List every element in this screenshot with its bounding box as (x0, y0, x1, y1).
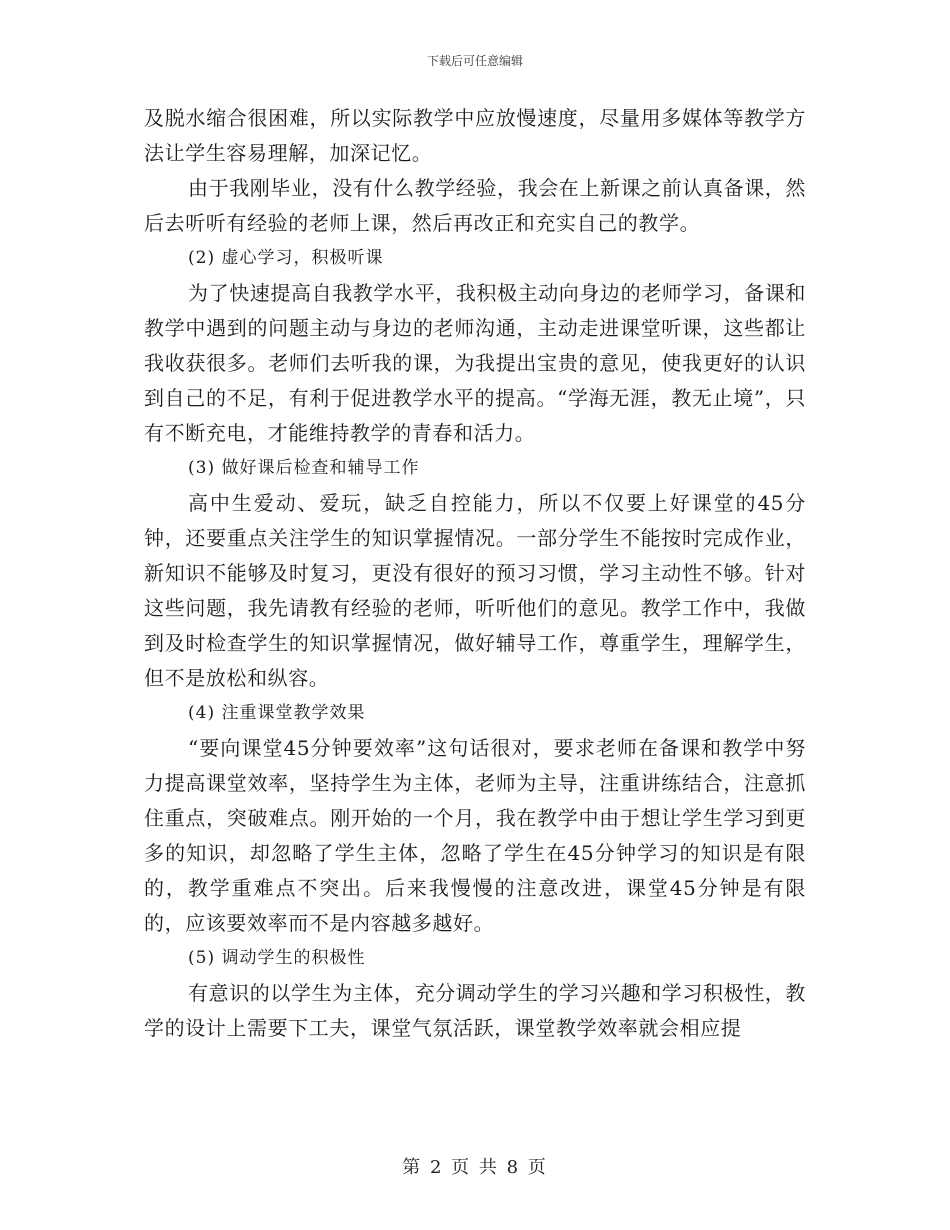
section-heading-3: (3) 做好课后检查和辅导工作 (188, 458, 420, 478)
section-heading-5: (5) 调动学生的积极性 (188, 948, 366, 968)
page-footer: 第 2 页 共 8 页 (402, 1157, 548, 1178)
section-heading-2: (2) 虚心学习，积极听课 (188, 248, 384, 268)
paragraph-motivation: 有意识的以学生为主体，充分调动学生的学习兴趣和学习积极性，教学的设计上需要下工夫，课堂气氛活跃，课堂教学效率就会相应提 (144, 981, 806, 1040)
paragraph-tutoring: 高中生爱动、爱玩，缺乏自控能力，所以不仅要上好课堂的45分钟，还要重点关注学生的知识掌握情况。一部分学生不能按时完成作业，新知识不能够及时复习，更没有很好的预习习惯，学习主动性不够。针对这些问题，我先请教有经验的老师，听听他们的意见。教学工作中，我做到及时检查学生的知识掌握情况，做好辅导工作，尊重学生，理解学生，但不是放松和纵容。 (144, 491, 806, 690)
paragraph-continuation: 及脱水缩合很困难，所以实际教学中应放慢速度，尽量用多媒体等教学方法让学生容易理解，加深记忆。 (144, 106, 806, 165)
section-heading-4: (4) 注重课堂教学效果 (188, 703, 366, 723)
document-body (144, 101, 806, 1046)
paragraph-learning: 为了快速提高自我教学水平，我积极主动向身边的老师学习，备课和教学中遇到的问题主动与身边的老师沟通，主动走进课堂听课，这些都让我收获很多。老师们去听我的课，为我提出宝贵的意见，使我更好的认识到自己的不足，有利于促进教学水平的提高。“学海无涯，教无止境”，只有不断充电，才能维持教学的青春和活力。 (144, 281, 806, 445)
paragraph-experience: 由于我刚毕业，没有什么教学经验，我会在上新课之前认真备课，然后去听听有经验的老师上课，然后再改正和充实自己的教学。 (144, 176, 806, 235)
page-header: 下载后可任意编辑 (426, 54, 523, 68)
paragraph-efficiency: “要向课堂45分钟要效率”这句话很对，要求老师在备课和教学中努力提高课堂效率，坚持学生为主体，老师为主导，注重讲练结合，注意抓住重点，突破难点。刚开始的一个月，我在教学中由于想让学生学习到更多的知识，却忽略了学生主体，忽略了学生在45分钟学习的知识是有限的，教学重难点不突出。后来我慢慢的注意改进，课堂45分钟是有限的，应该要效率而不是内容越多越好。 (144, 736, 806, 935)
